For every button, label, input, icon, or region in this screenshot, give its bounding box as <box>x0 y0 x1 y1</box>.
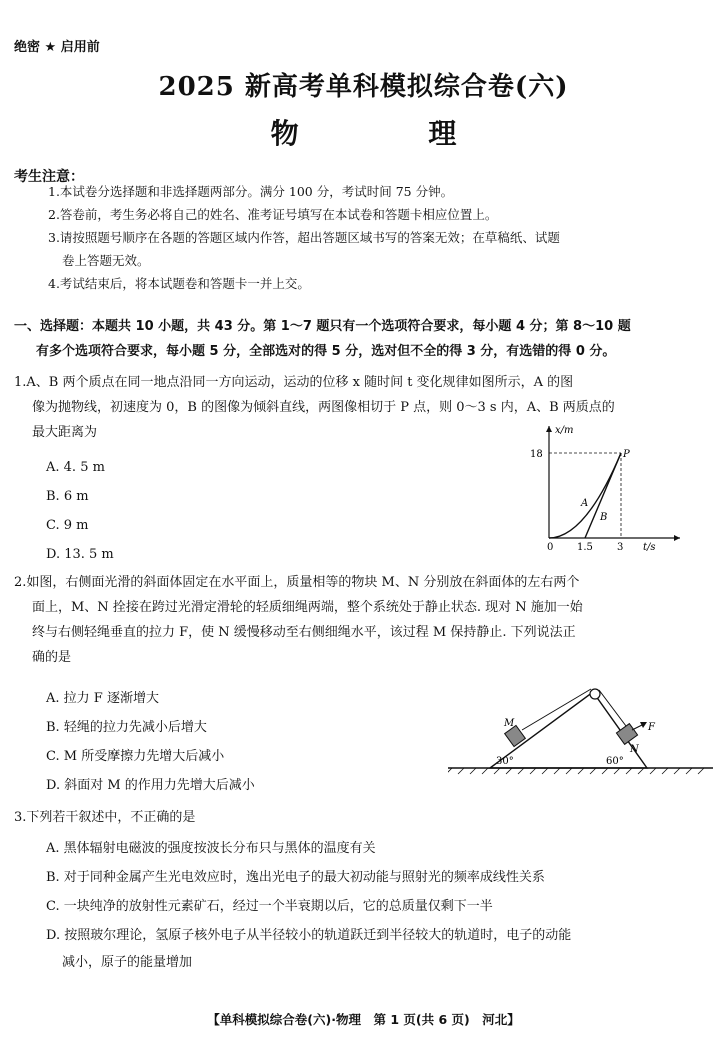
option-a: A. 4. 5 m <box>46 460 105 475</box>
question-line: 像为抛物线，初速度为 0，B 的图像为倾斜直线，两图像相切于 P 点，则 0～3 s 内，A、B 两质点的 <box>32 400 615 415</box>
question-3-stem: 3.下列若干叙述中，不正确的是 <box>14 810 196 825</box>
section-line: 有多个选项符合要求，每小题 5 分，全部选对的得 5 分，选对但不全的得 3 分，有选错的得 0 分。 <box>36 344 616 359</box>
origin-label: 0 <box>547 542 554 553</box>
option-c: C. M 所受摩擦力先增大后减小 <box>46 749 225 764</box>
pulley <box>590 689 600 699</box>
option-b: B. 对于同种金属产生光电效应时，逸出光电子的最大初动能与照射光的频率成线性关系 <box>46 870 545 885</box>
block-n <box>616 724 637 745</box>
incline-figure <box>448 680 718 775</box>
curve-a <box>549 453 621 538</box>
angle-30-label: 30° <box>496 756 514 767</box>
label-f: F <box>648 722 655 733</box>
t-axis-arrow <box>674 535 680 541</box>
option-b: B. 6 m <box>46 489 89 504</box>
notice-item: 4.考试结束后，将本试题卷和答题卡一并上交。 <box>48 276 310 291</box>
ground-hatching <box>448 768 704 774</box>
subject-title: 物 理 <box>270 117 517 150</box>
angle-60-label: 60° <box>606 756 624 767</box>
option-d-continued: 减小，原子的能量增加 <box>62 955 193 970</box>
exam-title: 2025 新高考单科模拟综合卷(六) <box>158 72 569 102</box>
x-axis-label: x/m <box>555 425 574 436</box>
option-d: D. 按照玻尔理论，氢原子核外电子从半径较小的轨道跃迁到半径较大的轨道时，电子的动能 <box>46 928 572 943</box>
section-line: 一、选择题：本题共 10 小题，共 43 分。第 1～7 题只有一个选项符合要求，每小题 4 分；第 8～10 题 <box>14 319 631 334</box>
confidential-label: 绝密 ★ 启用前 <box>14 40 100 55</box>
option-c: C. 9 m <box>46 518 89 533</box>
question-2 <box>14 570 664 670</box>
question-line: 终与右侧轻绳垂直的拉力 F，使 N 缓慢移动至右侧细绳水平，该过程 M 保持静止. 下列说法正 <box>32 625 576 640</box>
notice-item: 3.请按照题号顺序在各题的答题区域内作答，超出答题区域书写的答案无效；在草稿纸、试题 <box>48 230 560 245</box>
question-line: 确的是 <box>32 650 72 665</box>
t-tick-3: 3 <box>617 542 624 553</box>
option-d: D. 斜面对 M 的作用力先增大后减小 <box>46 778 255 793</box>
option-d: D. 13. 5 m <box>46 547 114 562</box>
question-line: 最大距离为 <box>32 425 98 440</box>
label-n: N <box>630 744 639 755</box>
notice-item: 2.答卷前，考生务必将自己的姓名、准考证号填写在本试卷和答题卡相应位置上。 <box>48 207 498 222</box>
notice-item: 卷上答题无效。 <box>62 253 150 268</box>
line-b-label: B <box>600 512 608 523</box>
line-b <box>585 453 621 538</box>
question-line: 面上，M、N 拴接在跨过光滑定滑轮的轻质细绳两端，整个系统处于静止状态. 现对 N 施加一始 <box>32 600 583 615</box>
label-m: M <box>504 718 515 729</box>
y-tick-18: 18 <box>530 449 543 460</box>
option-c: C. 一块纯净的放射性元素矿石，经过一个半衰期以后，它的总质量仅剩下一半 <box>46 899 493 914</box>
option-a: A. 拉力 F 逐渐增大 <box>46 691 159 706</box>
question-line: 2.如图，右侧面光滑的斜面体固定在水平面上，质量相等的物块 M、N 分别放在斜面体的左右两个 <box>14 575 580 590</box>
option-a: A. 黑体辐射电磁波的强度按波长分布只与黑体的温度有关 <box>46 841 376 856</box>
section-heading <box>14 314 714 364</box>
curve-a-label: A <box>581 498 589 509</box>
option-b: B. 轻绳的拉力先减小后增大 <box>46 720 207 735</box>
rope-left <box>522 689 591 730</box>
t-axis-label: t/s <box>643 542 656 553</box>
xt-graph <box>525 420 685 555</box>
question-line: 1.A、B 两个质点在同一地点沿同一方向运动，运动的位移 x 随时间 t 变化规律如图所示，A 的图 <box>14 375 574 390</box>
x-axis-arrow <box>546 426 552 432</box>
t-tick-1-5: 1.5 <box>577 542 593 553</box>
page-footer: 【单科模拟综合卷(六)·物理 第 1 页(共 6 页) 河北】 <box>207 1012 520 1027</box>
notice-heading: 考生注意： <box>14 169 84 185</box>
point-p-label: P <box>623 449 630 460</box>
notice-item: 1.本试卷分选择题和非选择题两部分。满分 100 分，考试时间 75 分钟。 <box>48 184 454 199</box>
